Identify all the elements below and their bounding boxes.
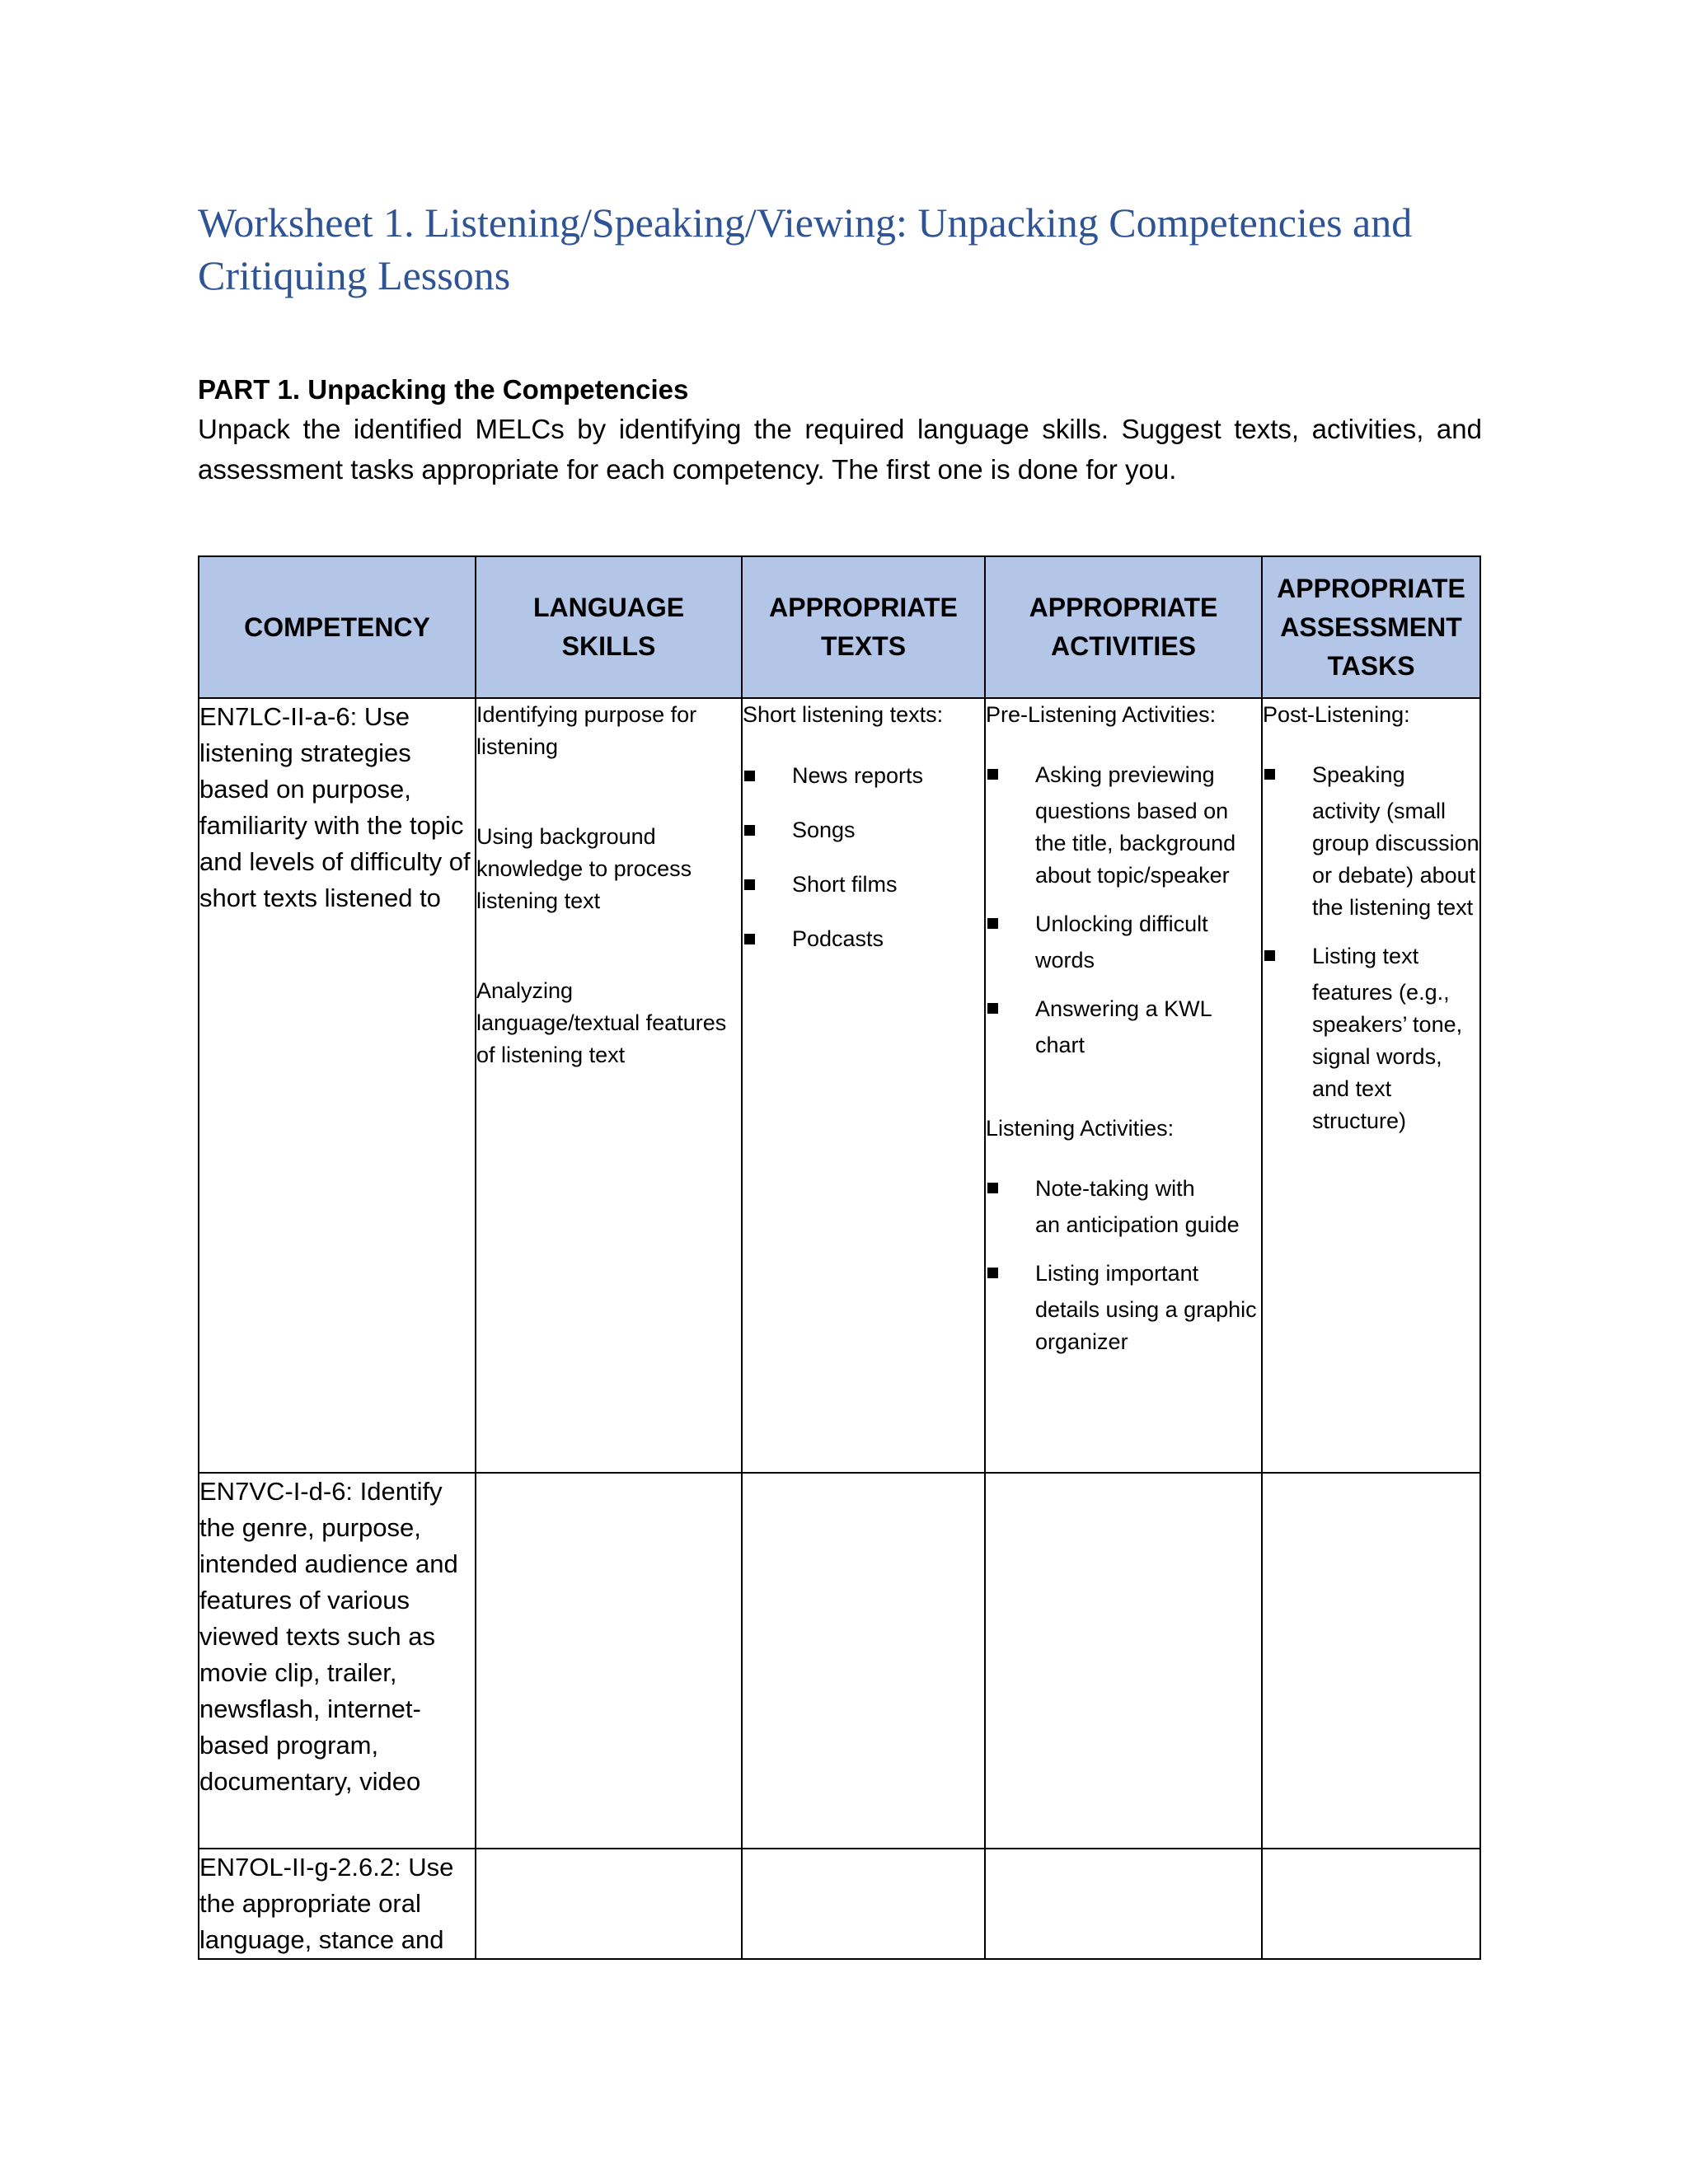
square-bullet-icon [744, 879, 755, 890]
texts-cell[interactable] [742, 1473, 985, 1849]
pre-listening-heading: Pre-Listening Activities: [986, 702, 1217, 727]
list-item: Podcasts [743, 917, 984, 960]
language-skills-cell[interactable] [476, 1849, 742, 1959]
list-item: News reports [743, 754, 984, 797]
texts-cell[interactable] [742, 1849, 985, 1959]
header-texts-line2: TEXTS [820, 631, 907, 661]
language-skills-cell [476, 698, 742, 1473]
assessment-cell[interactable] [1262, 1849, 1480, 1959]
skill-item: Analyzing language/textual features of listening text [476, 978, 727, 1067]
list-item: Speaking activity (small group discussion or debate) about the listening text [1263, 754, 1479, 924]
activities-cell[interactable] [985, 1849, 1262, 1959]
header-appropriate-activities: APPROPRIATE ACTIVITIES [985, 556, 1262, 698]
assessment-cell[interactable] [1262, 1473, 1480, 1849]
competency-table [198, 555, 1481, 1960]
list-item: Listing text features (e.g., speakers’ tone, signal words, and text structure) [1263, 935, 1479, 1137]
square-bullet-icon [744, 771, 755, 781]
square-bullet-icon [1264, 769, 1275, 780]
part-heading: PART 1. Unpacking the Competencies [198, 374, 689, 405]
texts-cell [742, 698, 985, 1473]
skill-item: Identifying purpose for listening [476, 702, 697, 759]
table-row [199, 1473, 1480, 1849]
table-header-row [199, 556, 1480, 698]
skill-item: Using background knowledge to process listening text [476, 824, 692, 913]
texts-heading: Short listening texts: [743, 702, 944, 727]
square-bullet-icon [987, 1003, 998, 1014]
square-bullet-icon [987, 769, 998, 780]
list-item: Short films [743, 863, 984, 906]
header-language-skills: LANGUAGE SKILLS [476, 556, 742, 698]
post-listening-heading: Post-Listening: [1263, 702, 1410, 727]
table-row [199, 698, 1480, 1473]
competency-cell: EN7OL-II-g-2.6.2: Use the appropriate oral language, stance and [199, 1849, 476, 1959]
list-item: Songs [743, 808, 984, 851]
listening-heading: Listening Activities: [986, 1116, 1175, 1141]
list-item: Note-taking with an anticipation guide [986, 1168, 1261, 1241]
header-competency: COMPETENCY [199, 556, 476, 698]
list-item: Answering a KWL chart [986, 988, 1261, 1062]
instructions: Unpack the identified MELCs by identifying the required language skills. Suggest texts, activities, and assessment tasks appropriate for each competency. The first one is done for you. [198, 414, 1482, 485]
list-item: Asking previewing questions based on the title, background about topic/speaker [986, 754, 1261, 892]
square-bullet-icon [1264, 950, 1275, 961]
header-assessment-tasks: APPROPRIATE ASSESSMENT TASKS [1262, 556, 1480, 698]
square-bullet-icon [987, 1268, 998, 1278]
competency-cell: EN7LC-II-a-6: Use listening strategies based on purpose, familiarity with the topic and levels of difficulty of short texts listened to [199, 698, 476, 1473]
activities-cell [985, 698, 1262, 1473]
list-item: Listing important details using a graphic organizer [986, 1253, 1261, 1358]
competency-cell: EN7VC-I-d-6: Identify the genre, purpose, intended audience and features of various viewed texts such as movie clip, trailer, newsflash, internet-based program, documentary, video [199, 1473, 476, 1849]
list-item: Unlocking difficult words [986, 903, 1261, 977]
header-appropriate-texts [742, 556, 985, 698]
square-bullet-icon [987, 1183, 998, 1193]
language-skills-cell[interactable] [476, 1473, 742, 1849]
square-bullet-icon [744, 825, 755, 836]
table-row [199, 1849, 1480, 1959]
page-title: Worksheet 1. Listening/Speaking/Viewing: Unpacking Competencies and Critiquing Lessons [198, 199, 1413, 298]
activities-cell[interactable] [985, 1473, 1262, 1849]
square-bullet-icon [744, 934, 755, 944]
header-texts-line1: APPROPRIATE [769, 593, 958, 622]
assessment-cell [1262, 698, 1480, 1473]
square-bullet-icon [987, 918, 998, 929]
